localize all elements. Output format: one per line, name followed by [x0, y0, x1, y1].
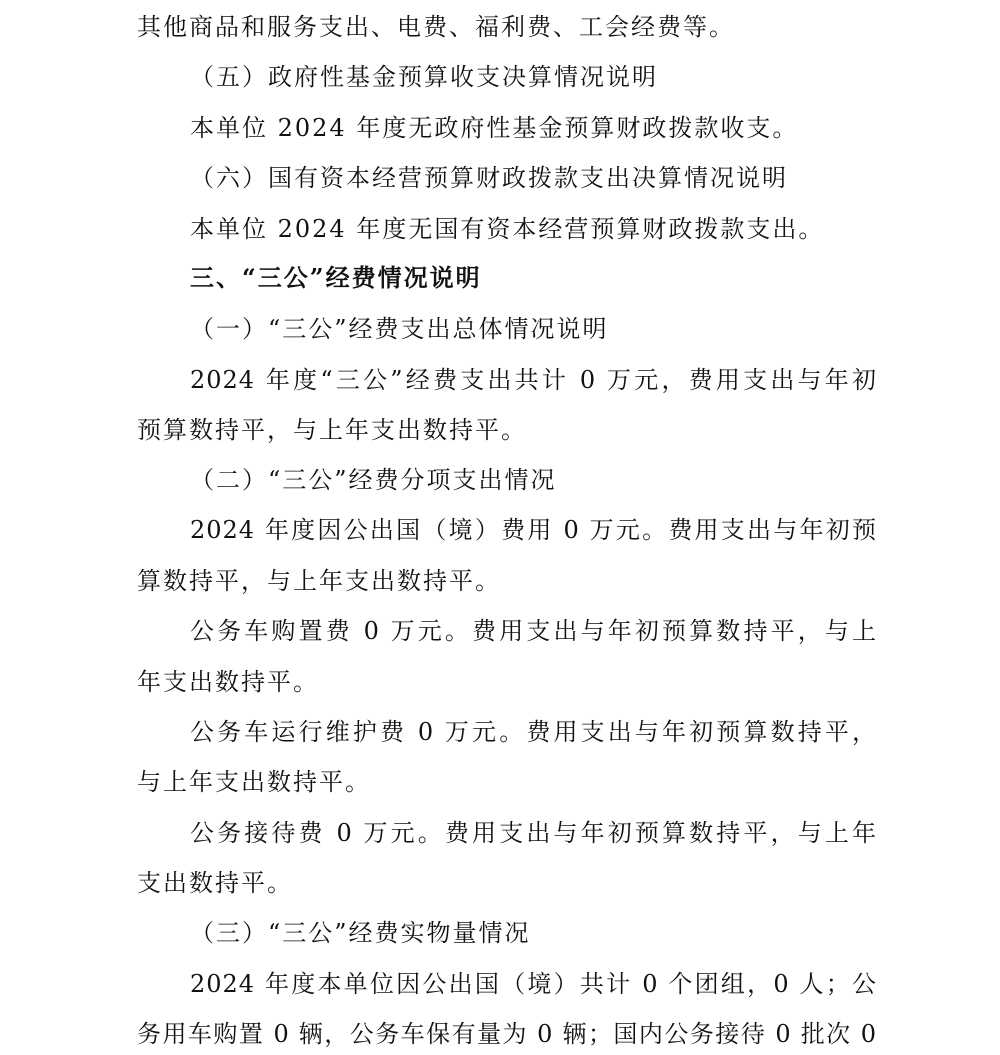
subsection-heading-2: （二）“三公”经费分项支出情况 [190, 466, 557, 494]
section-heading-5: （五）政府性基金预算收支决算情况说明 [190, 63, 658, 91]
subsection-heading-3: （三）“三公”经费实物量情况 [190, 919, 531, 947]
paragraph-line: 与上年支出数持平。 [137, 768, 371, 796]
paragraph-line: 本单位 2024 年度无国有资本经营预算财政拨款支出。 [190, 215, 825, 243]
subsection-heading-1: （一）“三公”经费支出总体情况说明 [190, 315, 609, 343]
paragraph-line: 算数持平，与上年支出数持平。 [137, 567, 501, 595]
paragraph-line: 务用车购置 0 辆，公务车保有量为 0 辆；国内公务接待 0 批次 0 [137, 1020, 877, 1048]
paragraph-line: 2024 年度“三公”经费支出共计 0 万元，费用支出与年初 [190, 366, 877, 394]
paragraph-line: 公务车运行维护费 0 万元。费用支出与年初预算数持平， [190, 718, 877, 746]
paragraph-line: 支出数持平。 [137, 869, 293, 897]
paragraph-line: 公务车购置费 0 万元。费用支出与年初预算数持平，与上 [190, 617, 877, 645]
paragraph-line: 2024 年度因公出国（境）费用 0 万元。费用支出与年初预 [190, 516, 877, 544]
paragraph-line: 其他商品和服务支出、电费、福利费、工会经费等。 [137, 13, 735, 41]
paragraph-line: 本单位 2024 年度无政府性基金预算财政拨款收支。 [190, 114, 799, 142]
paragraph-line: 公务接待费 0 万元。费用支出与年初预算数持平，与上年 [190, 819, 877, 847]
paragraph-line: 2024 年度本单位因公出国（境）共计 0 个团组，0 人；公 [190, 970, 877, 998]
paragraph-line: 预算数持平，与上年支出数持平。 [137, 416, 527, 444]
section-heading-6: （六）国有资本经营预算财政拨款支出决算情况说明 [190, 164, 788, 192]
paragraph-line: 年支出数持平。 [137, 668, 319, 696]
chapter-heading-3: 三、“三公”经费情况说明 [190, 263, 482, 292]
